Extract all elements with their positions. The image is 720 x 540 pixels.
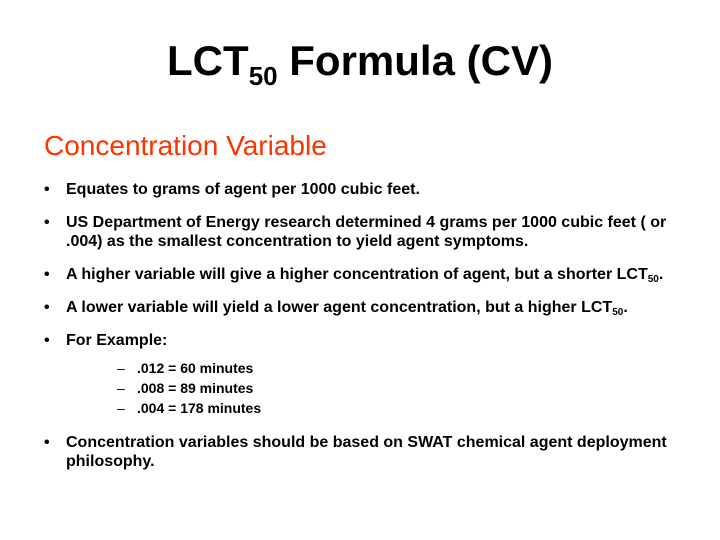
bullet-item [44,213,704,251]
bullet-subscript: 50 [647,274,659,285]
bullet-text: A higher variable will give a higher concentration of agent, but a shorter LCT [66,266,648,283]
bullet-item [44,265,704,284]
bullet-subscript: 50 [612,307,624,318]
bullet-list [44,180,704,485]
bullet-tail: . [623,299,628,316]
bullet-item [44,298,704,317]
example-text: .012 = 60 minutes [137,360,254,376]
bullet-text: Concentration variables should be based on SWAT chemical agent deployment philosophy. [66,434,667,470]
example-text: .008 = 89 minutes [137,380,254,396]
bullet-text: US Department of Energy research determined 4 grams per 1000 cubic feet ( or .004) as the smallest concentration to yield agent symptoms. [66,214,667,250]
bullet-item [44,331,704,350]
example-list [117,360,704,417]
title-subscript: 50 [248,61,278,91]
dash-glyph: – [117,360,125,376]
bullet-glyph: • [44,434,50,451]
slide-title [0,37,720,91]
example-text: .004 = 178 minutes [137,400,262,416]
bullet-item [44,180,704,199]
bullet-text: A lower variable will yield a lower agent concentration, but a higher LCT [66,299,613,316]
title-main: LCT [167,37,249,84]
slide-subtitle: Concentration Variable [44,130,327,161]
bullet-item [44,433,704,471]
bullet-text: Equates to grams of agent per 1000 cubic feet. [66,181,420,198]
example-item [117,360,704,377]
example-item [117,380,704,397]
bullet-glyph: • [44,214,50,231]
bullet-text: For Example: [66,332,168,349]
bullet-glyph: • [44,299,50,316]
bullet-glyph: • [44,332,50,349]
title-rest: Formula (CV) [277,37,553,84]
bullet-glyph: • [44,181,50,198]
dash-glyph: – [117,400,125,416]
bullet-glyph: • [44,266,50,283]
bullet-tail: . [658,266,664,283]
example-item [117,400,704,417]
dash-glyph: – [117,380,125,396]
